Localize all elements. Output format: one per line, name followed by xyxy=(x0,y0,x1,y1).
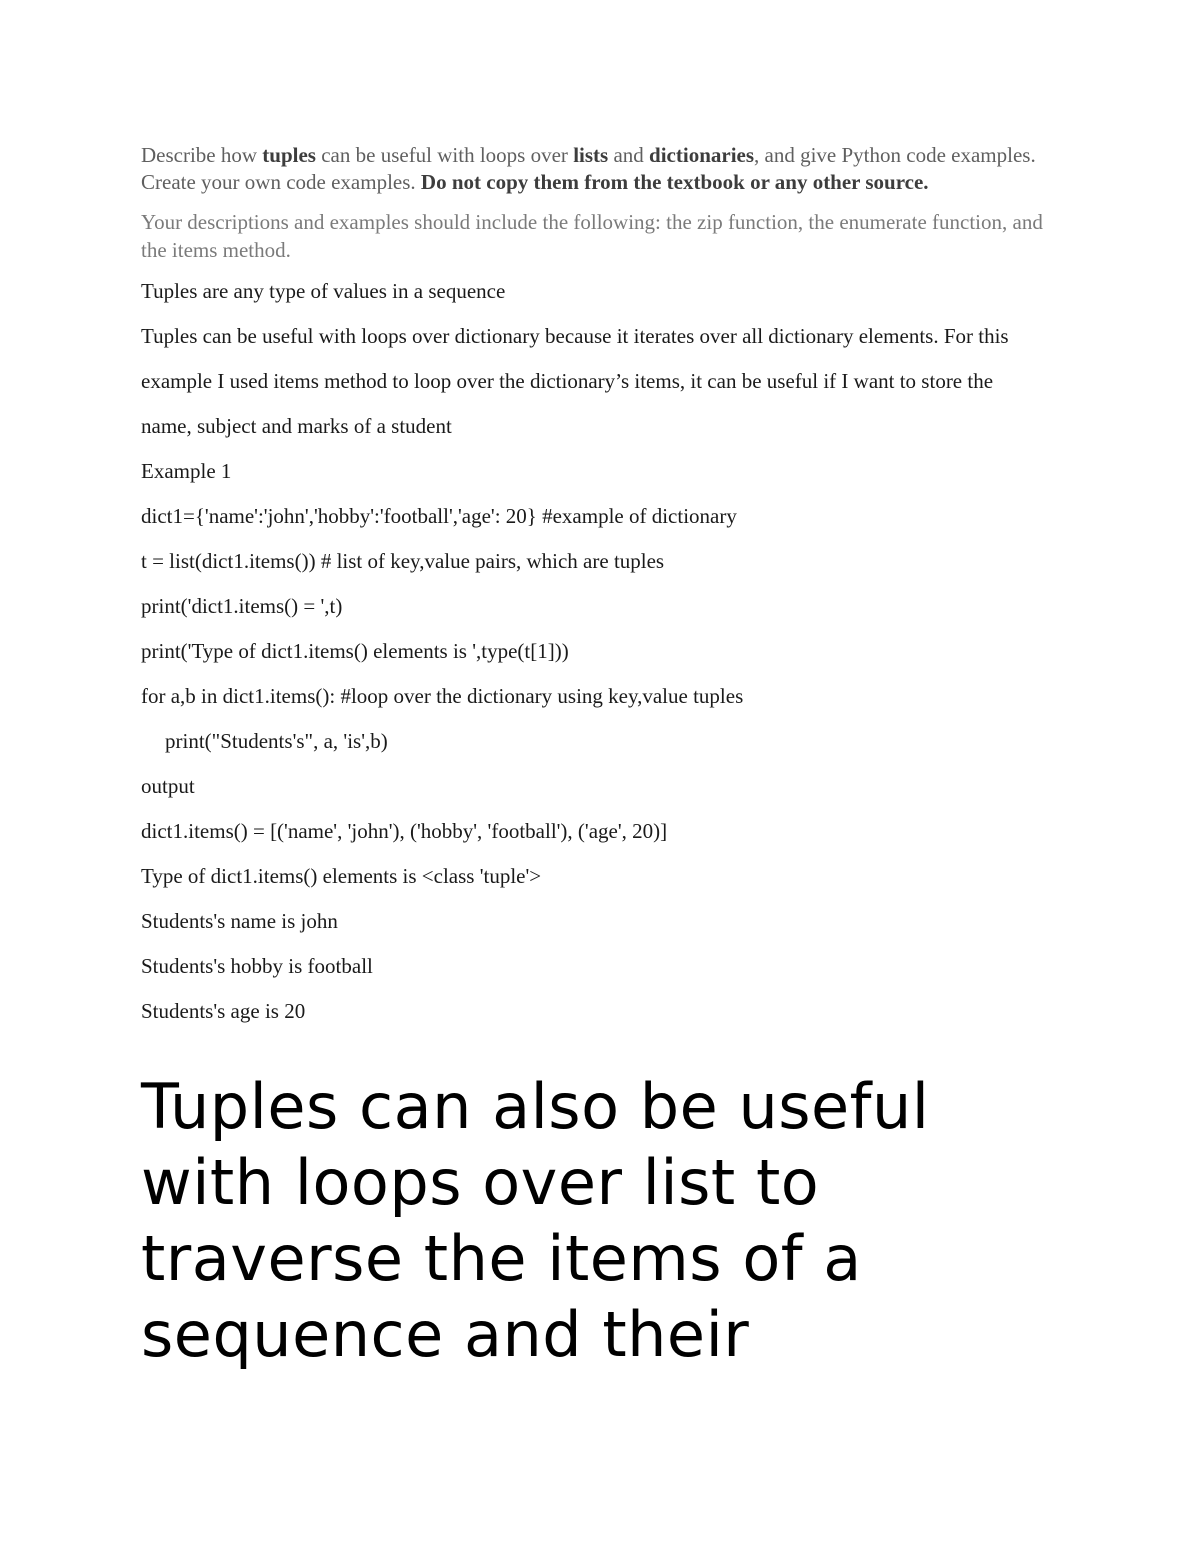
prompt-bold-lists: lists xyxy=(573,143,609,167)
answer-paragraph: name, subject and marks of a student xyxy=(141,414,452,438)
answer-paragraph: Tuples are any type of values in a sequence xyxy=(141,279,506,303)
prompt-text-2: can be useful with loops over xyxy=(315,143,574,167)
output-line: Students's name is john xyxy=(141,909,338,933)
assignment-prompt xyxy=(141,142,1061,196)
prompt-text-1: Describe how xyxy=(141,143,263,167)
output-line: Students's hobby is football xyxy=(141,954,373,978)
output-label: output xyxy=(141,774,195,798)
code-line: print('dict1.items() = ',t) xyxy=(141,594,343,618)
prompt-text-4: , and give Python code examples. Create your own code examples. xyxy=(141,143,1036,194)
prompt-bold-dictionaries: dictionaries xyxy=(649,143,755,167)
code-line: dict1={'name':'john','hobby':'football','age': 20} #example of dictionary xyxy=(141,504,737,528)
output-line: Type of dict1.items() elements is <class 'tuple'> xyxy=(141,864,542,888)
prompt-bold-warning: Do not copy them from the textbook or any other source. xyxy=(420,170,929,194)
document-body xyxy=(141,142,1061,1373)
prompt-text-3: and xyxy=(608,143,650,167)
code-line: print('Type of dict1.items() elements is ',type(t[1])) xyxy=(141,639,569,663)
code-line: t = list(dict1.items()) # list of key,value pairs, which are tuples xyxy=(141,549,665,573)
example-label: Example 1 xyxy=(141,459,232,483)
prompt-bold-tuples: tuples xyxy=(262,143,316,167)
answer-paragraph: Tuples can be useful with loops over dictionary because it iterates over all dictionary elements. For this xyxy=(141,324,1009,348)
prompt-requirements: Your descriptions and examples should include the following: the zip function, the enumerate function, and the items method. xyxy=(141,210,1043,262)
answer-paragraph: example I used items method to loop over the dictionary’s items, it can be useful if I want to store the xyxy=(141,369,994,393)
code-line: print("Students's", a, 'is',b) xyxy=(165,729,388,753)
output-line: dict1.items() = [('name', 'john'), ('hobby', 'football'), ('age', 20)] xyxy=(141,819,668,843)
output-line: Students's age is 20 xyxy=(141,999,306,1023)
code-line: for a,b in dict1.items(): #loop over the dictionary using key,value tuples xyxy=(141,684,744,708)
section-heading: Tuples can also be useful with loops over list to traverse the items of a sequence and their xyxy=(141,1070,930,1371)
